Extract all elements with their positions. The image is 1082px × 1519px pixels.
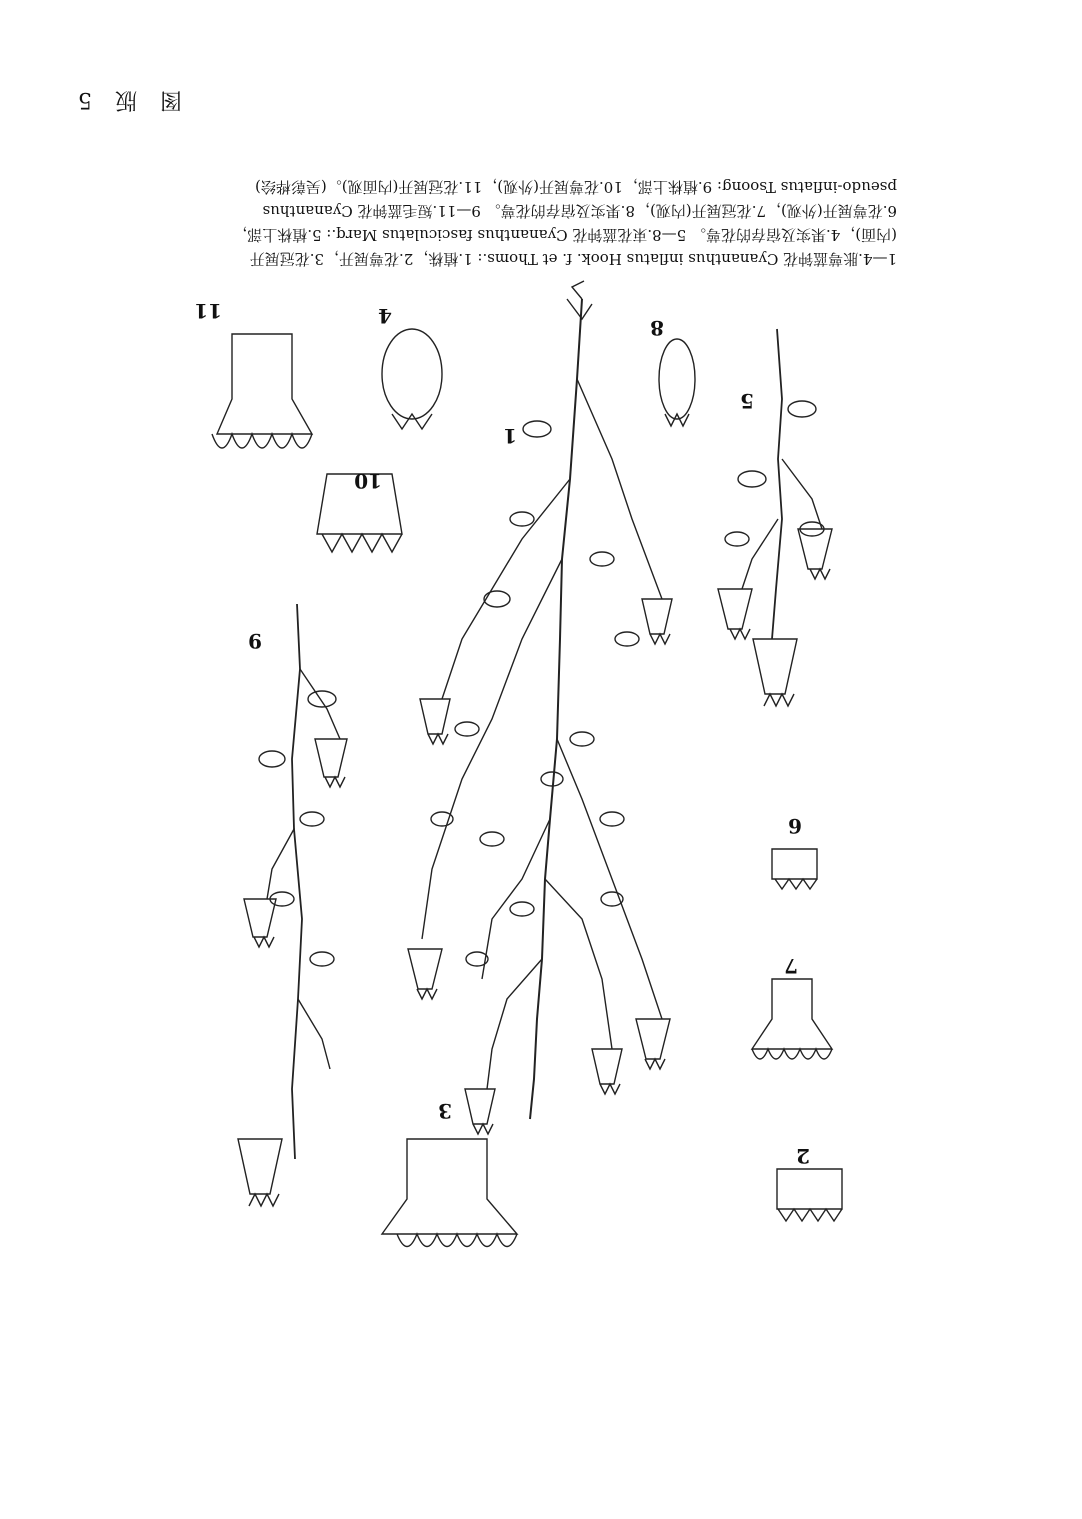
figure-number-5: 5 [740, 389, 754, 413]
figure-number-9: 9 [248, 629, 262, 653]
plate-caption [177, 175, 897, 271]
plate-number: 图 版 5 [70, 87, 182, 112]
figure-number-1: 1 [503, 424, 517, 448]
figure-number-11: 11 [194, 299, 222, 323]
figure-2-calyx [777, 1169, 842, 1221]
figure-11-corolla [212, 334, 312, 448]
figure-number-8: 8 [650, 316, 664, 340]
figure-9-upper-part [238, 604, 347, 1206]
figure-5-upper-part [718, 329, 832, 706]
figure-7-corolla [752, 979, 832, 1059]
figure-number-6: 6 [788, 814, 802, 838]
figure-8-fruit [659, 339, 695, 426]
caption-line: 1—4.胀萼蓝钟花 Cyananthus inflatus Hook. f. et Thoms.: 1.植株，2.花萼展开，3.花冠展开 [249, 250, 897, 268]
caption-line: (内面)，4.果实及宿存的花萼。 5—8.束花蓝钟花 Cyananthus fasciculatus Marq.: 5.植株上部， [232, 226, 897, 244]
figure-number-4: 4 [378, 304, 392, 328]
caption-line: pseudo-inflatus Tsoong: 9.植株上部，10.花萼展开(外观)，11.花冠展开(内面观)。(吴彰桦绘) [255, 178, 897, 196]
figure-number-10: 10 [354, 469, 382, 493]
figure-3-corolla [382, 1139, 517, 1247]
figure-6-calyx [772, 849, 817, 889]
figure-number-3: 3 [438, 1099, 452, 1123]
figure-number-7: 7 [784, 954, 798, 978]
figure-4-fruit [382, 329, 442, 429]
figure-number-2: 2 [796, 1144, 810, 1168]
caption-line: 6.花萼展开(外观)，7.花冠展开(内观)，8.果实及宿存的花萼。 9—11.短毛蓝钟花 Cyananthus [262, 202, 897, 220]
figure-1-whole-plant [408, 281, 672, 1134]
